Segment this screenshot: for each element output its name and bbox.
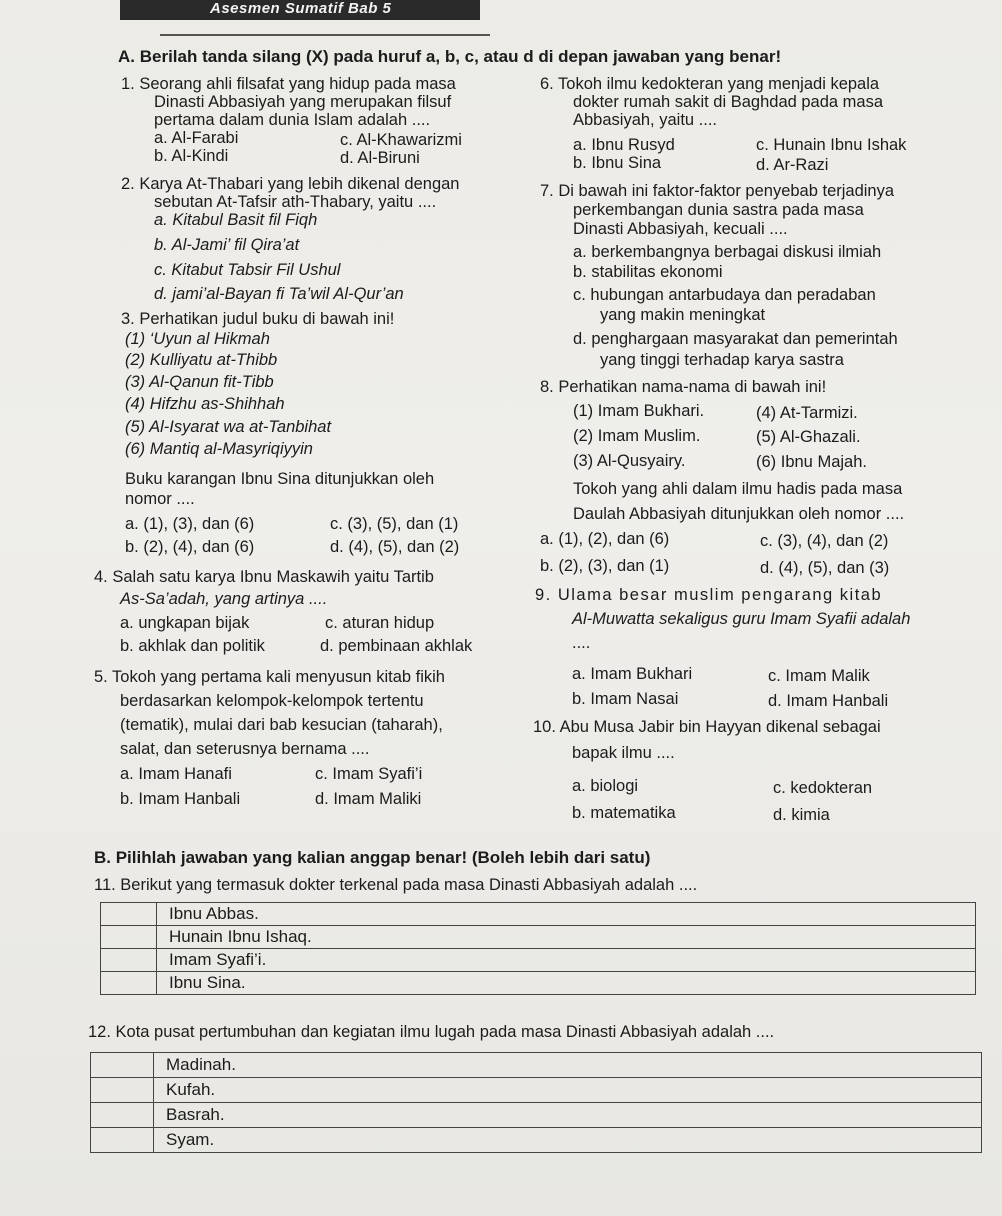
q7-text: perkembangan dunia sastra pada masa — [573, 201, 864, 219]
q11-options-table — [100, 902, 976, 995]
q4-option-b: b. akhlak dan politik — [120, 637, 265, 655]
q7-option-d: yang tinggi terhadap karya sastra — [600, 351, 844, 369]
q3-item: (4) Hifzhu as-Shihhah — [125, 395, 285, 413]
q6-text: Abbasiyah, yaitu .... — [573, 111, 717, 129]
q12-option-label: Kufah. — [154, 1078, 982, 1103]
q12-option-row[interactable] — [91, 1103, 982, 1128]
checkbox[interactable] — [101, 926, 157, 949]
q3-option-d: d. (4), (5), dan (2) — [330, 538, 460, 556]
q12-option-row[interactable] — [91, 1053, 982, 1078]
q7-text: Dinasti Abbasiyah, kecuali .... — [573, 220, 788, 238]
q4-text: 4. Salah satu karya Ibnu Maskawih yaitu Tartib — [94, 568, 434, 586]
q9-option-b: b. Imam Nasai — [572, 690, 679, 708]
q4-option-a: a. ungkapan bijak — [120, 614, 250, 632]
q3-text: nomor .... — [125, 490, 195, 508]
q3-item: (1) ‘Uyun al Hikmah — [125, 330, 270, 348]
q3-item: (6) Mantiq al-Masyriqiyyin — [125, 440, 313, 458]
q9-option-a: a. Imam Bukhari — [572, 665, 693, 683]
q5-text: (tematik), mulai dari bab kesucian (taharah), — [120, 716, 443, 734]
checkbox[interactable] — [91, 1128, 154, 1153]
q6-option-d: d. Ar-Razi — [756, 156, 829, 174]
q8-text: 8. Perhatikan nama-nama di bawah ini! — [540, 378, 827, 396]
q5-option-c: c. Imam Syafi’i — [315, 765, 423, 783]
section-a-heading: A. Berilah tanda silang (X) pada huruf a, b, c, atau d di depan jawaban yang benar! — [118, 47, 782, 66]
q7-option-c: yang makin meningkat — [600, 306, 766, 324]
q9-option-d: d. Imam Hanbali — [768, 692, 889, 710]
q11-option-row[interactable] — [101, 903, 976, 926]
q4-option-c: c. aturan hidup — [325, 614, 435, 632]
q4-text: As-Sa’adah, yang artinya .... — [120, 590, 328, 608]
q5-text: berdasarkan kelompok-kelompok tertentu — [120, 692, 424, 710]
q12-options-table — [90, 1052, 982, 1153]
checkbox[interactable] — [101, 903, 157, 926]
page-header: Asesmen Sumatif Bab 5 — [120, 0, 480, 20]
q10-option-d: d. kimia — [773, 806, 830, 824]
q8-item: (1) Imam Bukhari. — [573, 402, 705, 420]
q2-text: 2. Karya At-Thabari yang lebih dikenal dengan — [121, 175, 460, 193]
q5-text: 5. Tokoh yang pertama kali menyusun kitab fikih — [94, 668, 445, 686]
q12-option-label: Syam. — [154, 1128, 982, 1153]
q5-text: salat, dan seterusnya bernama .... — [120, 740, 370, 758]
q12-text: 12. Kota pusat pertumbuhan dan kegiatan ilmu lugah pada masa Dinasti Abbasiyah adalah .... — [88, 1023, 775, 1041]
q2-option-d: d. jami’al-Bayan fi Ta’wil Al-Qur’an — [154, 285, 404, 303]
q8-item: (3) Al-Qusyairy. — [573, 452, 686, 470]
q11-option-label: Ibnu Abbas. — [157, 903, 976, 926]
q8-text: Daulah Abbasiyah ditunjukkan oleh nomor .... — [573, 505, 905, 523]
q1-text: 1. Seorang ahli filsafat yang hidup pada masa — [121, 75, 456, 93]
q5-option-a: a. Imam Hanafi — [120, 765, 232, 783]
q3-option-b: b. (2), (4), dan (6) — [125, 538, 255, 556]
q8-item: (4) At-Tarmizi. — [756, 404, 858, 422]
q8-item: (6) Ibnu Majah. — [756, 453, 867, 471]
q12-option-label: Madinah. — [154, 1053, 982, 1078]
q8-option-b: b. (2), (3), dan (1) — [540, 557, 670, 575]
q12-option-row[interactable] — [91, 1078, 982, 1103]
q1-option-d: d. Al-Biruni — [340, 149, 420, 167]
q1-option-c: c. Al-Khawarizmi — [340, 131, 462, 149]
q9-text: Al-Muwatta sekaligus guru Imam Syafii adalah — [572, 610, 911, 628]
q6-text: 6. Tokoh ilmu kedokteran yang menjadi kepala — [540, 75, 880, 93]
q11-option-label: Imam Syafi’i. — [157, 949, 976, 972]
q8-item: (2) Imam Muslim. — [573, 427, 701, 445]
q8-option-a: a. (1), (2), dan (6) — [540, 530, 670, 548]
q11-option-label: Hunain Ibnu Ishaq. — [157, 926, 976, 949]
q1-text: pertama dalam dunia Islam adalah .... — [154, 111, 431, 129]
q10-option-b: b. matematika — [572, 804, 676, 822]
q3-text: 3. Perhatikan judul buku di bawah ini! — [121, 310, 395, 328]
q8-option-d: d. (4), (5), dan (3) — [760, 559, 890, 577]
q10-text: bapak ilmu .... — [572, 744, 675, 762]
q6-option-b: b. Ibnu Sina — [573, 154, 662, 172]
q5-option-d: d. Imam Maliki — [315, 790, 422, 808]
q3-option-c: c. (3), (5), dan (1) — [330, 515, 459, 533]
q4-option-d: d. pembinaan akhlak — [320, 637, 473, 655]
q6-text: dokter rumah sakit di Baghdad pada masa — [573, 93, 884, 111]
q2-option-b: b. Al-Jami’ fil Qira’at — [154, 236, 300, 254]
q3-option-a: a. (1), (3), dan (6) — [125, 515, 255, 533]
q9-text: 9. Ulama besar muslim pengarang kitab — [535, 586, 883, 604]
q5-option-b: b. Imam Hanbali — [120, 790, 241, 808]
q3-item: (5) Al-Isyarat wa at-Tanbihat — [125, 418, 332, 436]
q7-text: 7. Di bawah ini faktor-faktor penyebab terjadinya — [540, 182, 895, 200]
q3-text: Buku karangan Ibnu Sina ditunjukkan oleh — [125, 470, 435, 488]
q11-text: 11. Berikut yang termasuk dokter terkenal pada masa Dinasti Abbasiyah adalah .... — [94, 876, 698, 894]
q3-item: (2) Kulliyatu at-Thibb — [125, 351, 278, 369]
q12-option-label: Basrah. — [154, 1103, 982, 1128]
q1-option-a: a. Al-Farabi — [154, 129, 239, 147]
q6-option-a: a. Ibnu Rusyd — [573, 136, 675, 154]
q7-option-b: b. stabilitas ekonomi — [573, 263, 723, 281]
section-b-heading: B. Pilihlah jawaban yang kalian anggap benar! (Boleh lebih dari satu) — [94, 848, 651, 867]
q6-option-c: c. Hunain Ibnu Ishak — [756, 136, 907, 154]
q2-option-c: c. Kitabut Tabsir Fil Ushul — [154, 261, 341, 279]
q2-option-a: a. Kitabul Basit fil Fiqh — [154, 211, 318, 229]
q7-option-c: c. hubungan antarbudaya dan peradaban — [573, 286, 876, 304]
q9-text: .... — [572, 634, 591, 652]
q11-option-row[interactable] — [101, 949, 976, 972]
q8-item: (5) Al-Ghazali. — [756, 428, 861, 446]
q11-option-row[interactable] — [101, 926, 976, 949]
checkbox[interactable] — [91, 1103, 154, 1128]
divider — [160, 34, 490, 36]
checkbox[interactable] — [91, 1078, 154, 1103]
checkbox[interactable] — [101, 972, 157, 995]
q10-option-a: a. biologi — [572, 777, 639, 795]
q11-option-label: Ibnu Sina. — [157, 972, 976, 995]
checkbox[interactable] — [101, 949, 157, 972]
q8-text: Tokoh yang ahli dalam ilmu hadis pada masa — [573, 480, 903, 498]
q1-option-b: b. Al-Kindi — [154, 147, 229, 165]
q3-item: (3) Al-Qanun fit-Tibb — [125, 373, 274, 391]
q10-text: 10. Abu Musa Jabir bin Hayyan dikenal sebagai — [533, 718, 881, 736]
q11-option-row[interactable] — [101, 972, 976, 995]
q2-text: sebutan At-Tafsir ath-Thabary, yaitu .... — [154, 193, 437, 211]
q9-option-c: c. Imam Malik — [768, 667, 870, 685]
q12-option-row[interactable] — [91, 1128, 982, 1153]
q10-option-c: c. kedokteran — [773, 779, 873, 797]
q7-option-a: a. berkembangnya berbagai diskusi ilmiah — [573, 243, 882, 261]
checkbox[interactable] — [91, 1053, 154, 1078]
q8-option-c: c. (3), (4), dan (2) — [760, 532, 889, 550]
q1-text: Dinasti Abbasiyah yang merupakan filsuf — [154, 93, 452, 111]
q7-option-d: d. penghargaan masyarakat dan pemerintah — [573, 330, 898, 348]
